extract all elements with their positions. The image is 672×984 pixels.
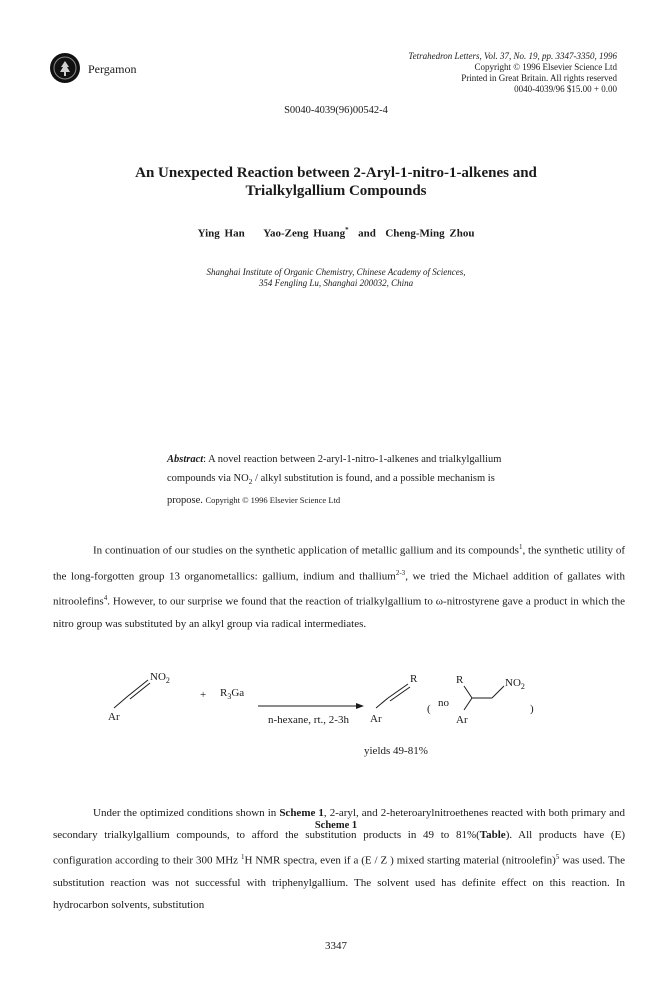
ref-5: 5 [555,853,560,861]
plus-sign: + [200,689,207,701]
abstract-text-2: / alkyl substitution is found, and a possible mechanism is propose. [167,473,495,507]
author-2: Yao-Zeng Huang [263,227,346,240]
ref-2-3: 2-3 [395,568,406,577]
title-line-1: An Unexpected Reaction between 2-Aryl-1-nitro-1-alkenes and [135,165,537,181]
author-1: Ying Han [197,227,245,240]
results-text-1: Under the optimized conditions shown in [93,807,280,819]
affiliation [0,267,672,289]
journal-line-1: Tetrahedron Letters, Vol. 37, No. 19, pp. 3347-3350, 1996 [408,51,617,61]
publisher-name: Pergamon [88,62,137,76]
journal-line-2: Copyright © 1996 Elsevier Science Ltd [474,62,617,72]
affiliation-line-2: 354 Fengling Lu, Shanghai 200032, China [258,278,414,288]
abstract: Abstract: A novel reaction between 2-aryl-1-nitro-1-alkenes and trialkylgallium compounds via $NO_2$ / alkyl substitution is found, and a possible mechanism is propose. Copyright © 1996 Elsevier Science Ltd [167,454,502,507]
affiliation-line-1: Shanghai Institute of Organic Chemistry, Chinese Academy of Sciences, [206,267,466,277]
intro-text-3: , we tried the Michael addition of gallates with nitroolefins [53,570,625,608]
results-text-3: ). All products have (E) configuration according to their 300 MHz [53,829,625,867]
byproduct-nitro-label: $NO_2$ [505,677,525,691]
author-conjunction: and [358,227,376,240]
product-aryl-label: Ar [370,713,382,725]
abstract-text-1: : A novel reaction between 2-aryl-1-nitro-1-alkenes and trialkylgallium compounds via NO [167,454,502,484]
scheme-caption: Scheme 1 [314,820,358,831]
journal-line-3: Printed in Great Britain. All rights reserved [461,73,617,83]
scheme-reference: Scheme 1 [279,807,324,819]
intro-text-4: . However, to our surprise we found that the reaction of trialkylgallium to ω-nitrostyrene gave a product in which the nitro group was substituted by an alkyl group via radical intermediates. [53,595,625,630]
corresponding-mark: * [345,226,349,234]
nitroalkene-structure [108,671,170,723]
nitro-group-label: $NO_2$ [150,671,170,685]
journal-citation [287,51,617,95]
abstract-copyright: Copyright © 1996 Elsevier Science Ltd [205,495,341,506]
reaction-arrow [258,703,364,709]
product-structure [370,673,418,725]
no-label: no [438,697,449,709]
tree-emblem-icon [50,53,80,83]
results-text-2: , 2-aryl, and 2-heteroarylnitroethenes reacted with both primary and secondary trialkylgallium compounds, to afford the substitution products in 49 to 81%( [53,807,625,841]
table-reference: Table [479,829,506,841]
intro-paragraph [53,536,625,635]
byproduct-r-label: R [456,674,464,686]
paper-title [40,164,632,200]
ref-1: 1 [518,543,523,551]
intro-text-2: , the synthetic utility of the long-forgotten group 13 organometallics: gallium, indium and thallium [53,544,625,583]
byproduct-structure [456,674,525,726]
byproduct-aryl-label: Ar [456,714,468,726]
results-text-4: H NMR spectra, even if a (E / Z ) mixed starting material (nitroolefin) [244,854,556,867]
author-3: Cheng-Ming Zhou [385,227,475,240]
nmr-superscript: 1 [240,853,245,861]
aryl-label: Ar [108,711,120,723]
title-line-2: Trialkylgallium Compounds [245,183,427,199]
reagent-label: $R_3Ga$ [220,687,245,701]
product-r-label: R [410,673,418,685]
abstract-label: Abstract [167,454,204,465]
results-text-5: was used. The substitution reaction was not successful with triphenylgallium. The solvent used has definite effect on this reaction. In hydrocarbon solvents, substitution [53,854,625,911]
journal-line-4: 0040-4039/96 $15.00 + 0.00 [514,84,617,94]
pii-code: S0040-4039(96)00542-4 [284,105,388,116]
publisher-logo [50,53,80,83]
close-parenthesis: ) [530,703,534,715]
ref-4: 4 [103,594,108,603]
reaction-conditions: n-hexane, rt., 2-3h [268,714,349,726]
open-parenthesis: ( [427,703,431,715]
intro-text-1: In continuation of our studies on the synthetic application of metallic gallium and its compounds [93,544,519,557]
results-paragraph [53,802,625,916]
reaction-scheme [100,668,580,778]
yield-range: yields 49-81% [364,745,428,757]
page-number: 3347 [325,940,347,952]
author-list [0,226,672,240]
